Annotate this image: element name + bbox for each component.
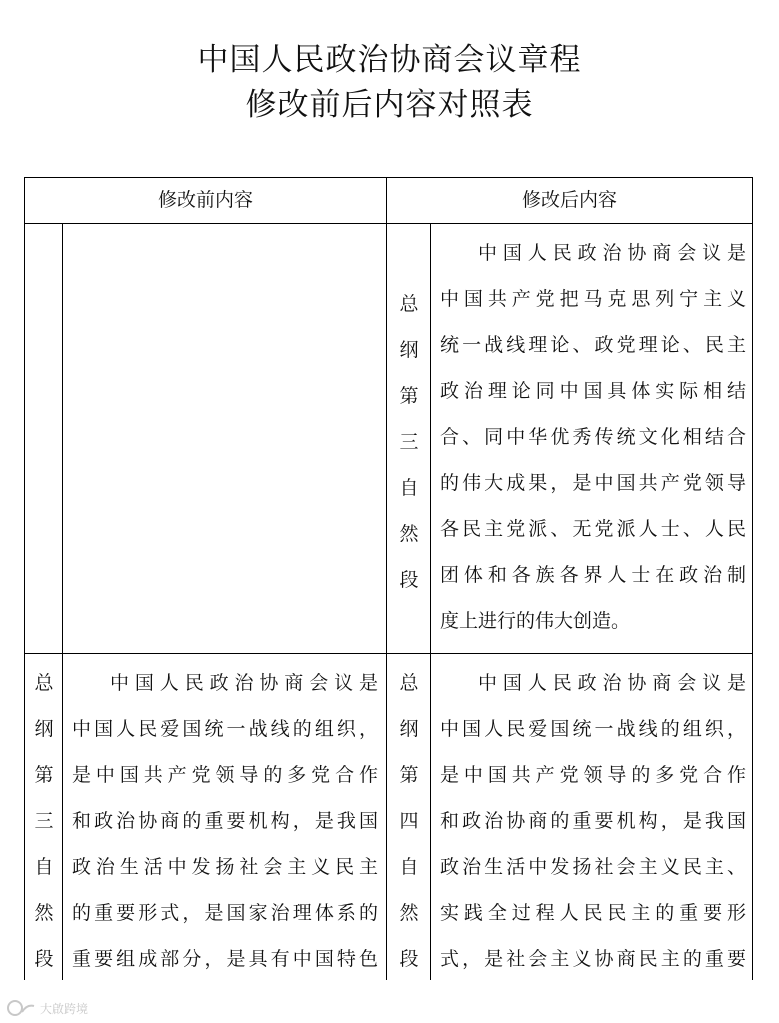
row2-after-text: 中国人民政治协商会议是 中国人民爱国统一战线的组织， 是中国共产党领导的多党合作 和政治协商的重要机构，是我国 政治生活中发扬社会主义民主、 实践全过程人民民主的重要形 式，是社会主义协商民主的重要 — [440, 672, 746, 970]
table-right-border — [752, 177, 753, 980]
row1-after-text: 中国人民政治协商会议是 中国共产党把马克思列宁主义 统一战线理论、政党理论、民主 政治理论同中国具体实际相结 合、同中华优秀传统文化相结合 的伟大成果，是中国共产党领导 各民主党派、无党派人士、人民 团体和各族各界人士在政治制 度上进行的伟大创造。 — [440, 242, 746, 632]
watermark-logo-icon — [6, 999, 36, 1017]
header-bottom-border — [24, 223, 753, 224]
watermark-text: 大啟跨境 — [40, 1001, 89, 1016]
middle-divider — [386, 177, 387, 980]
document-title-line2: 修改前后内容对照表 — [245, 87, 534, 123]
row2-after-label: 总 纲 第 四 自 然 段 — [399, 672, 419, 970]
after-label-divider — [430, 223, 431, 980]
row1-bottom-border — [24, 653, 753, 654]
document-title-line1: 中国人民政治协商会议章程 — [197, 42, 582, 78]
watermark — [6, 998, 88, 1018]
row2-before-label: 总 纲 第 三 自 然 段 — [34, 672, 54, 970]
header-before: 修改前内容 — [157, 189, 253, 211]
row2-before-text: 中国人民政治协商会议是 中国人民爱国统一战线的组织， 是中国共产党领导的多党合作 和政治协商的重要机构，是我国 政治生活中发扬社会主义民主 的重要形式，是国家治理体系的 重要组成部分，是具有中国特色 — [72, 672, 378, 970]
row1-after-label: 总 纲 第 三 自 然 段 — [399, 293, 419, 591]
header-after: 修改后内容 — [521, 189, 617, 211]
